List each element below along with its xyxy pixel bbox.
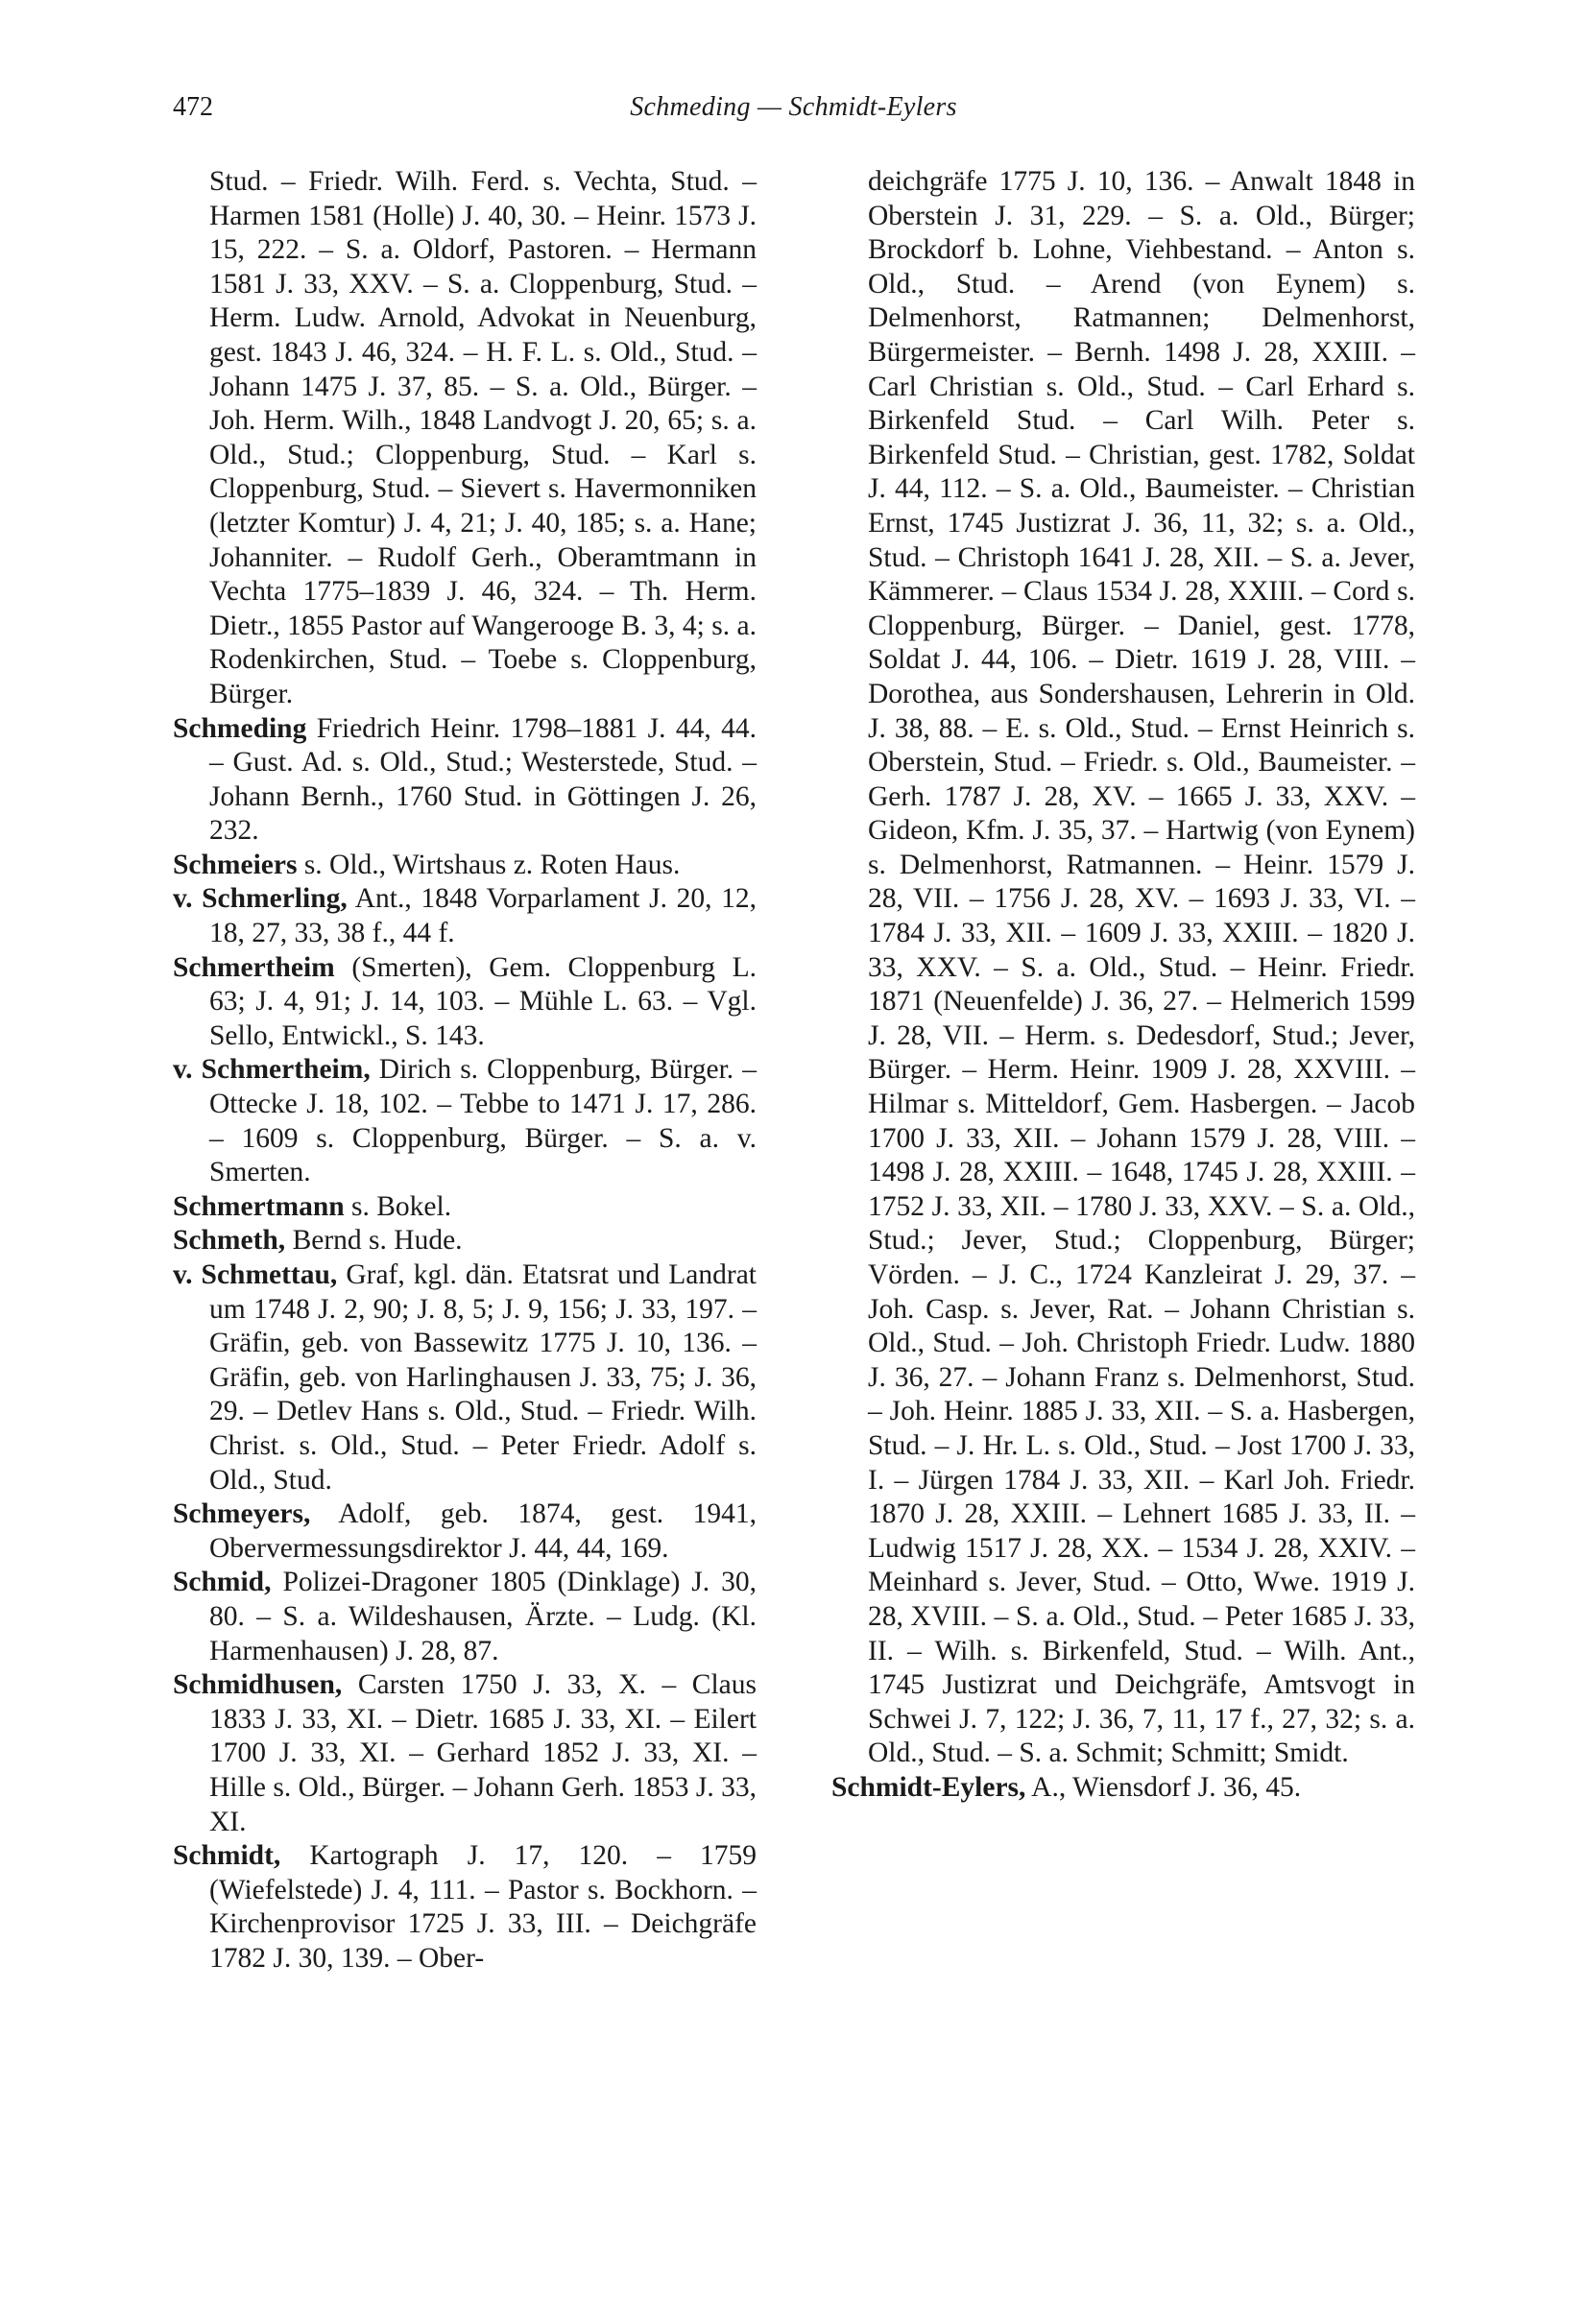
- index-entry: [173, 1497, 757, 1566]
- entry-text: s. Old., Wirtshaus z. Roten Haus.: [297, 849, 681, 880]
- index-entry: [173, 951, 757, 1054]
- entry-headword: Schmeding: [173, 712, 307, 744]
- entry-text: (Smerten), Gem. Cloppenburg L. 63; J. 4, 91; J. 14, 103. – Mühle L. 63. – Vgl. Sello, Entwickl., S. 143.: [209, 951, 757, 1051]
- left-column: [173, 165, 757, 1976]
- left-entry-list: [173, 712, 757, 1977]
- index-entry: [173, 1224, 757, 1258]
- entry-headword: Schmerling,: [202, 883, 348, 915]
- entry-text: Graf, kgl. dän. Etatsrat und Landrat um 1748 J. 2, 90; J. 8, 5; J. 9, 156; J. 33, 197. – Gräfin, geb. von Bassewitz 1775 J. 10, 136. – Gräfin, geb. von Harlinghausen J. 33, 75; J. 36, 29. – Detlev Hans s. Old., Stud. – Friedr. Wilh. Christ. s. Old., Stud. – Peter Friedr. Adolf s. Old., Stud.: [209, 1259, 757, 1496]
- index-entry: [173, 1668, 757, 1839]
- index-entry: [173, 1053, 757, 1189]
- entry-text: Dirich s. Cloppenburg, Bürger. – Ottecke J. 18, 102. – Tebbe to 1471 J. 17, 286. – 1609 s. Cloppenburg, Bürger. – S. a. v. Smerten.: [209, 1054, 757, 1188]
- entry-headword: Schmeyers,: [173, 1498, 311, 1530]
- right-column: [831, 165, 1415, 1806]
- entry-headword: Schmeth,: [173, 1225, 286, 1257]
- index-entry: [173, 712, 757, 849]
- entry-headword: Schmidt-Eylers,: [831, 1771, 1026, 1803]
- running-header: [0, 92, 1587, 134]
- entry-prefix: v.: [173, 1054, 202, 1086]
- entry-headword: Schmertheim: [173, 951, 335, 983]
- continued-entry-text: Stud. – Friedr. Wilh. Ferd. s. Vechta, Stud. – Harmen 1581 (Holle) J. 40, 30. – Heinr. 1573 J. 15, 222. – S. a. Oldorf, Pastoren. – Hermann 1581 J. 33, XXV. – S. a. Cloppenburg, Stud. – Herm. Ludw. Arnold, Advokat in Neuenburg, gest. 1843 J. 46, 324. – H. F. L. s. Old., Stud. – Johann 1475 J. 37, 85. – S. a. Old., Bürger. – Joh. Herm. Wilh., 1848 Landvogt J. 20, 65; s. a. Old., Stud.; Cloppenburg, Stud. – Karl s. Cloppenburg, Stud. – Sievert s. Havermonniken (letzter Komtur) J. 4, 21; J. 40, 185; s. a. Hane; Johanniter. – Rudolf Gerh., Oberamtmann in Vechta 1775–1839 J. 46, 324. – Th. Herm. Dietr., 1855 Pastor auf Wangerooge B. 3, 4; s. a. Rodenkirchen, Stud. – Toebe s. Cloppenburg, Bürger.: [209, 166, 757, 709]
- entry-text: Kartograph J. 17, 120. – 1759 (Wiefelstede) J. 4, 111. – Pastor s. Bockhorn. – Kirchenprovisor 1725 J. 33, III. – Deichgräfe 1782 J. 30, 139. – Ober-: [209, 1840, 757, 1974]
- right-entry-list: [831, 1771, 1415, 1806]
- entry-text: Polizei-Dragoner 1805 (Dinklage) J. 30, 80. – S. a. Wildeshausen, Ärzte. – Ludg. (Kl. Harmenhausen) J. 28, 87.: [209, 1567, 757, 1666]
- entry-headword: Schmeiers: [173, 849, 298, 880]
- index-entry: [173, 882, 757, 950]
- index-entry: [173, 849, 757, 883]
- entry-prefix: v.: [173, 883, 203, 915]
- entry-prefix: v.: [173, 1259, 202, 1290]
- entry-headword: Schmertmann: [173, 1190, 345, 1222]
- entry-text: Bernd s. Hude.: [285, 1225, 463, 1257]
- index-entry: [173, 1839, 757, 1976]
- entry-text: Carsten 1750 J. 33, X. – Claus 1833 J. 33, XI. – Dietr. 1685 J. 33, XI. – Eilert 1700 J. 33, XI. – Gerhard 1852 J. 33, XI. – Hille s. Old., Bürger. – Johann Gerh. 1853 J. 33, XI.: [209, 1669, 757, 1837]
- index-entry: [173, 1190, 757, 1225]
- page-number: 472: [173, 92, 213, 122]
- entry-headword: Schmidt,: [173, 1840, 281, 1872]
- entry-text: s. Bokel.: [344, 1190, 452, 1222]
- entry-headword: Schmidhusen,: [173, 1669, 343, 1701]
- entry-headword: Schmertheim,: [201, 1054, 371, 1086]
- entry-text: A., Wiensdorf J. 36, 45.: [1025, 1771, 1302, 1803]
- entry-text: Ant., 1848 Vorparlament J. 20, 12, 18, 27, 33, 38 f., 44 f.: [209, 883, 757, 949]
- entry-headword: Schmettau,: [201, 1259, 338, 1290]
- entry-text: Friedrich Heinr. 1798–1881 J. 44, 44. – Gust. Ad. s. Old., Stud.; Westerstede, Stud. – Johann Bernh., 1760 Stud. in Göttingen J. 26, 232.: [209, 712, 757, 847]
- entry-headword: Schmid,: [173, 1567, 272, 1598]
- running-title: Schmeding — Schmidt-Eylers: [630, 92, 957, 122]
- index-entry: [831, 1771, 1415, 1806]
- index-entry: [173, 1258, 757, 1497]
- continued-entry-text: deichgräfe 1775 J. 10, 136. – Anwalt 1848 in Oberstein J. 31, 229. – S. a. Old., Bürger; Brockdorf b. Lohne, Viehbestand. – Anton s. Old., Stud. – Arend (von Eynem) s. Delmenhorst, Ratmannen; Delmenhorst, Bürgermeister. – Bernh. 1498 J. 28, XXIII. – Carl Christian s. Old., Stud. – Carl Erhard s. Birkenfeld Stud. – Carl Wilh. Peter s. Birkenfeld Stud. – Christian, gest. 1782, Soldat J. 44, 112. – S. a. Old., Baumeister. – Christian Ernst, 1745 Justizrat J. 36, 11, 32; s. a. Old., Stud. – Christoph 1641 J. 28, XII. – S. a. Jever, Kämmerer. – Claus 1534 J. 28, XXIII. – Cord s. Cloppenburg, Bürger. – Daniel, gest. 1778, Soldat J. 44, 106. – Dietr. 1619 J. 28, VIII. – Dorothea, aus Sondershausen, Lehrerin in Old. J. 38, 88. – E. s. Old., Stud. – Ernst Heinrich s. Oberstein, Stud. – Friedr. s. Old., Baumeister. – Gerh. 1787 J. 28, XV. – 1665 J. 33, XXV. – Gideon, Kfm. J. 35, 37. – Hartwig (von Eynem) s. Delmenhorst, Ratmannen. – Heinr. 1579 J. 28, VII. – 1756 J. 28, XV. – 1693 J. 33, VI. – 1784 J. 33, XII. – 1609 J. 33, XXIII. – 1820 J. 33, XXV. – S. a. Old., Stud. – Heinr. Friedr. 1871 (Neuenfelde) J. 36, 27. – Helmerich 1599 J. 28, VII. – Herm. s. Dedesdorf, Stud.; Jever, Bürger. – Herm. Heinr. 1909 J. 28, XXVIII. – Hilmar s. Mitteldorf, Gem. Hasbergen. – Jacob 1700 J. 33, XII. – Johann 1579 J. 28, VIII. – 1498 J. 28, XXIII. – 1648, 1745 J. 28, XXIII. – 1752 J. 33, XII. – 1780 J. 33, XXV. – S. a. Old., Stud.; Jever, Stud.; Cloppenburg, Bürger; Vörden. – J. C., 1724 Kanzleirat J. 29, 37. – Joh. Casp. s. Jever, Rat. – Johann Christian s. Old., Stud. – Joh. Christoph Friedr. Ludw. 1880 J. 36, 27. – Johann Franz s. Delmenhorst, Stud. – Joh. Heinr. 1885 J. 33, XII. – S. a. Hasbergen, Stud. – J. Hr. L. s. Old., Stud. – Jost 1700 J. 33, I. – Jürgen 1784 J. 33, XII. – Karl Joh. Friedr. 1870 J. 28, XXIII. – Lehnert 1685 J. 33, II. – Ludwig 1517 J. 28, XX. – 1534 J. 28, XXIV. – Meinhard s. Jever, Stud. – Otto, Wwe. 1919 J. 28, XVIII. – S. a. Old., Stud. – Peter 1685 J. 33, II. – Wilh. s. Birkenfeld, Stud. – Wilh. Ant., 1745 Justizrat und Deichgräfe, Amtsvogt in Schwei J. 7, 122; J. 36, 7, 11, 17 f., 27, 32; s. a. Old., Stud. – S. a. Schmit; Schmitt; Smidt.: [868, 166, 1415, 1769]
- index-entry: [173, 1566, 757, 1668]
- entry-text: Adolf, geb. 1874, gest. 1941, Obervermessungsdirektor J. 44, 44, 169.: [209, 1498, 757, 1564]
